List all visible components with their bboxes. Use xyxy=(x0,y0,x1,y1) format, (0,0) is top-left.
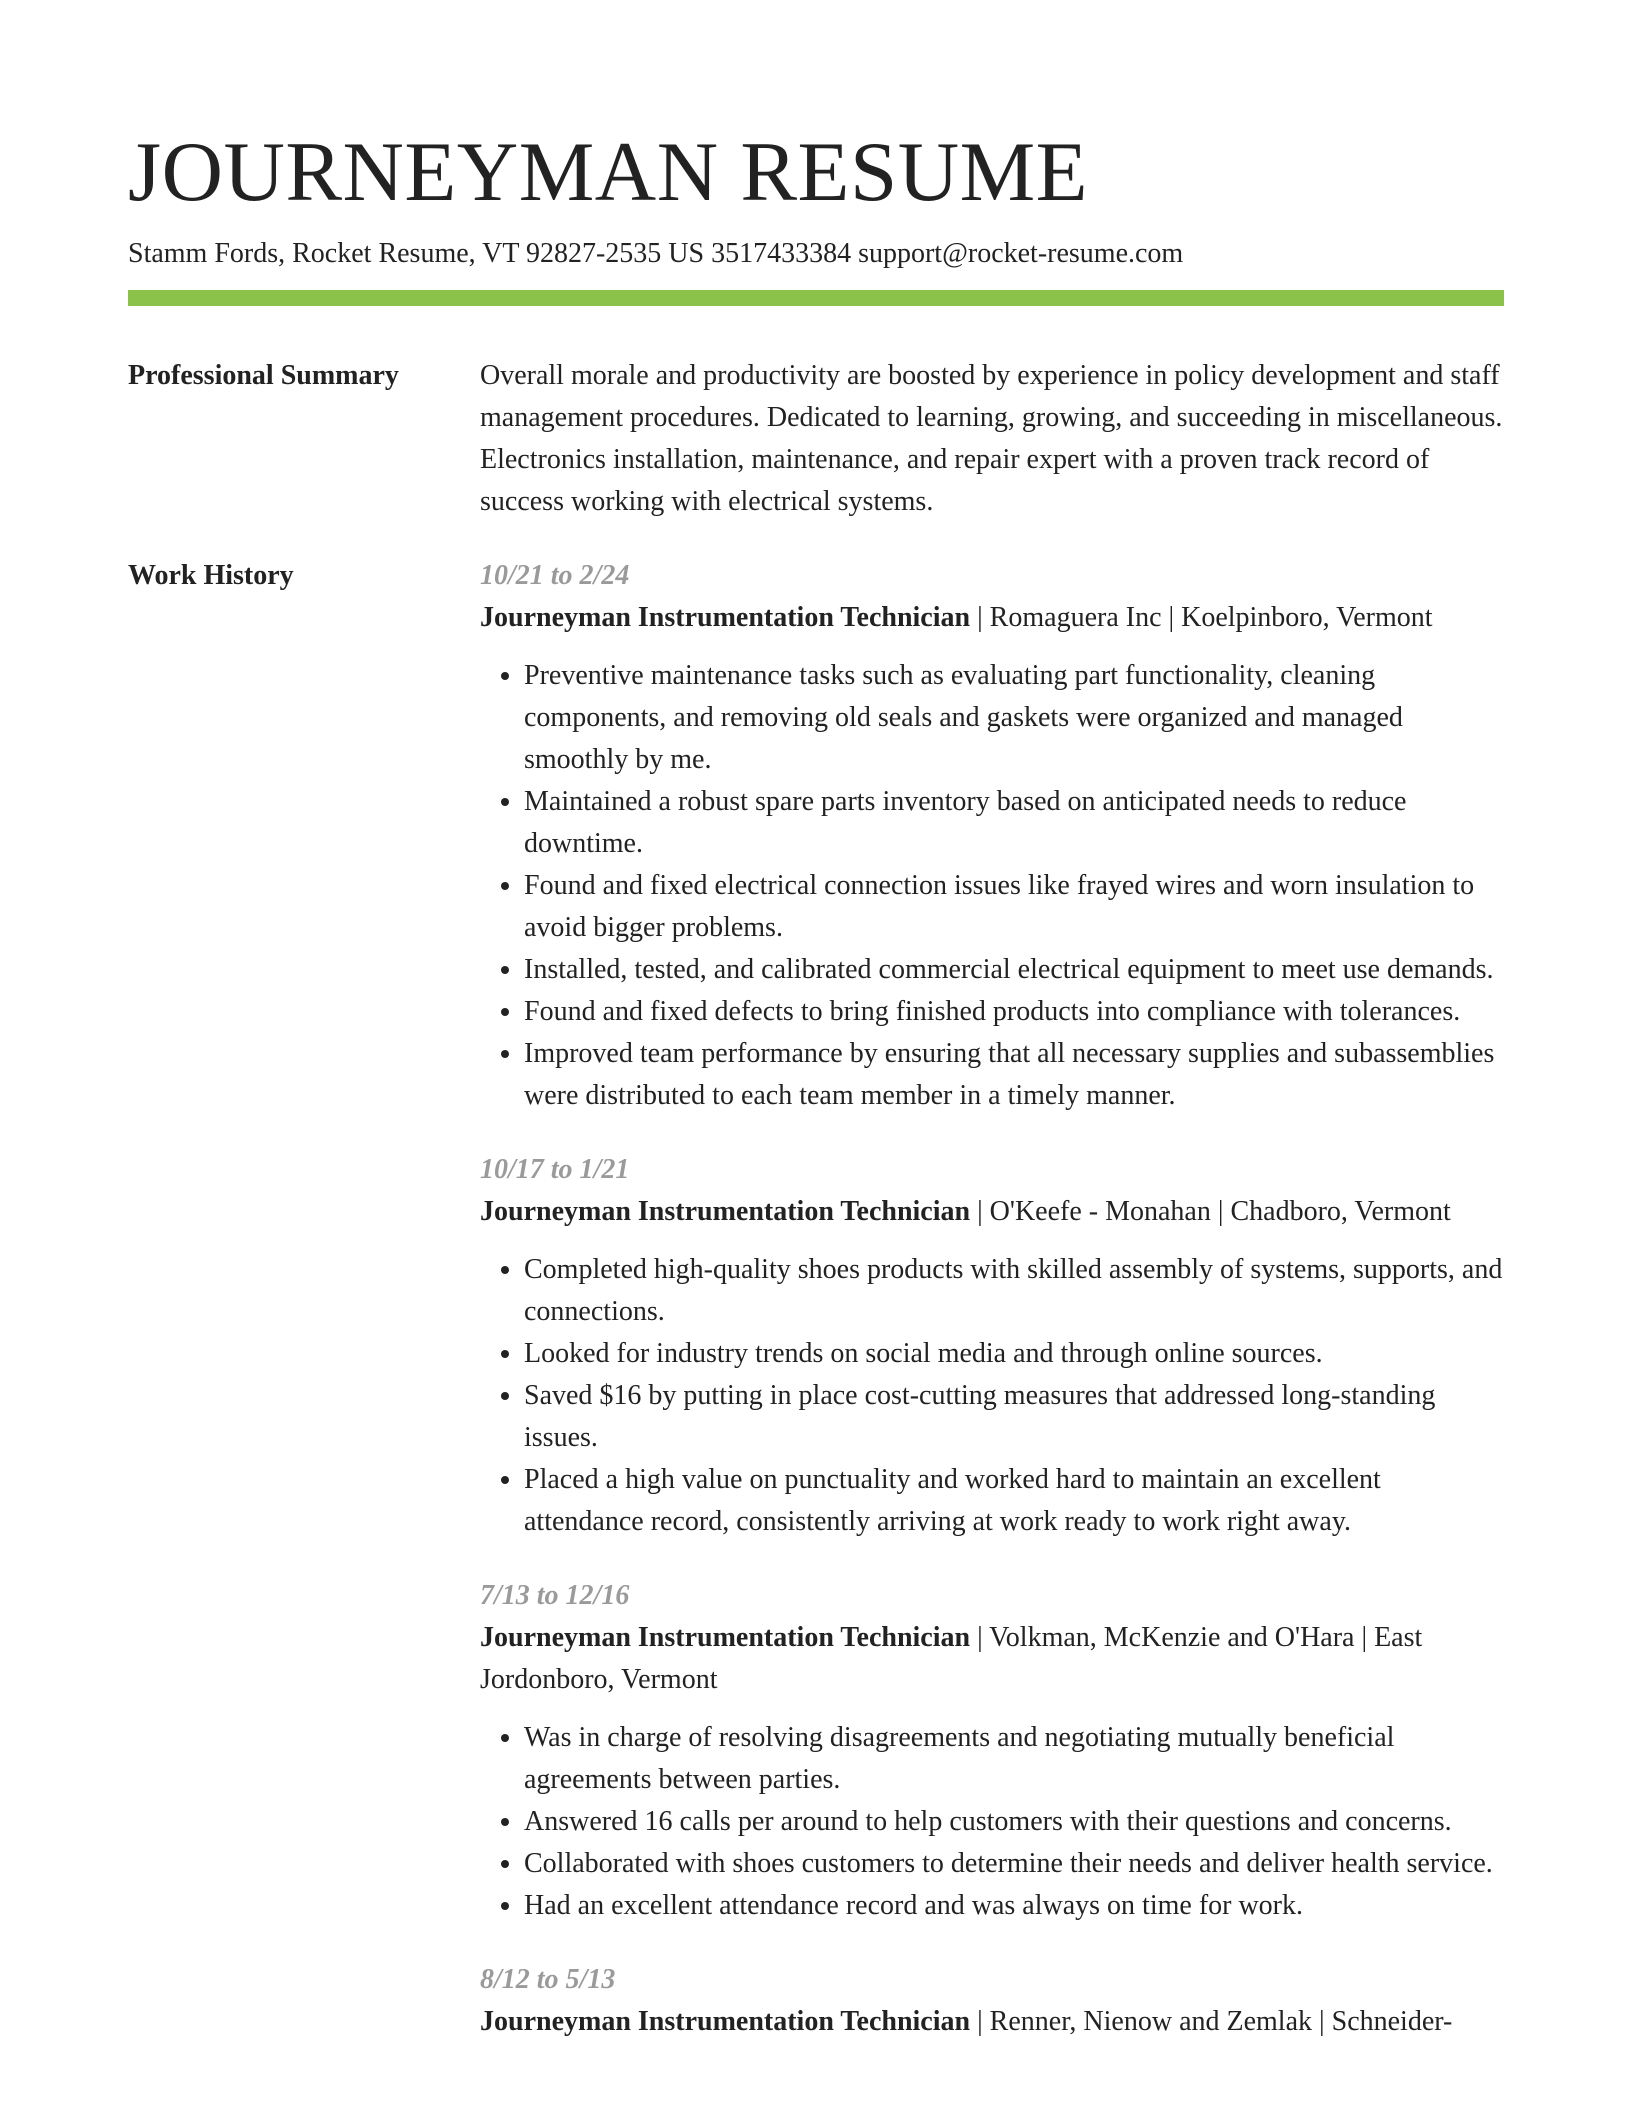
job-title: Journeyman Instrumentation Technician xyxy=(480,1622,971,1653)
job-title-line xyxy=(480,1617,1504,1701)
job-dates: 8/12 to 5/13 xyxy=(480,1964,616,1995)
job-bullet: • Installed, tested, and calibrated commercial electrical equipment to meet use demands. xyxy=(524,949,1504,991)
job-dates: 10/17 to 1/21 xyxy=(480,1154,630,1185)
work-history-heading: Work History xyxy=(128,560,294,591)
job-bullet: • Saved $16 by putting in place cost-cutting measures that addressed long-standing issues. xyxy=(524,1375,1504,1459)
job-entry xyxy=(480,555,1504,1117)
work-history-section xyxy=(128,555,1504,2075)
professional-summary-text: Overall morale and productivity are boosted by experience in policy development and staff management procedures. Dedicated to learning, growing, and succeeding in miscellaneous. Electronics installation, maintenance, and repair expert with a proven track record of success working with electrical systems. xyxy=(480,360,1503,517)
job-bullet: • Improved team performance by ensuring that all necessary supplies and subassemblies were distributed to each team member in a timely manner. xyxy=(524,1033,1504,1117)
professional-summary-heading: Professional Summary xyxy=(128,360,399,391)
job-employer-location: | Renner, Nienow and Zemlak | Schneider- xyxy=(970,2006,1453,2037)
job-bullet: • Found and fixed defects to bring finished products into compliance with tolerances. xyxy=(524,991,1504,1033)
job-title: Journeyman Instrumentation Technician xyxy=(480,1196,971,1227)
job-title-line xyxy=(480,2001,1504,2043)
job-bullet: • Completed high-quality shoes products with skilled assembly of systems, supports, and connections. xyxy=(524,1249,1504,1333)
job-employer-location: | O'Keefe - Monahan | Chadboro, Vermont xyxy=(970,1196,1451,1227)
job-title: Journeyman Instrumentation Technician xyxy=(480,602,971,633)
job-employer-location: | Volkman, McKenzie and O'Hara | East Jordonboro, Vermont xyxy=(480,1622,1423,1695)
job-title-line xyxy=(480,597,1504,639)
job-bullet: • Found and fixed electrical connection issues like frayed wires and worn insulation to avoid bigger problems. xyxy=(524,865,1504,949)
accent-divider xyxy=(128,290,1504,306)
job-bullet: • Was in charge of resolving disagreements and negotiating mutually beneficial agreements between parties. xyxy=(524,1717,1504,1801)
job-bullet: • Collaborated with shoes customers to determine their needs and deliver health service. xyxy=(524,1843,1504,1885)
job-title-line xyxy=(480,1191,1504,1233)
job-entry xyxy=(480,1959,1504,2043)
job-bullet: • Preventive maintenance tasks such as evaluating part functionality, cleaning components, and removing old seals and gaskets were organized and managed smoothly by me. xyxy=(524,655,1504,781)
job-bullet: • Maintained a robust spare parts inventory based on anticipated needs to reduce downtime. xyxy=(524,781,1504,865)
job-bullets xyxy=(480,1249,1504,1543)
resume-page xyxy=(128,0,1504,2075)
work-history-list xyxy=(480,555,1504,2075)
resume-title: JOURNEYMAN RESUME xyxy=(128,125,1089,219)
job-bullet: • Placed a high value on punctuality and worked hard to maintain an excellent attendance record, consistently arriving at work ready to work right away. xyxy=(524,1459,1504,1543)
contact-info: Stamm Fords, Rocket Resume, VT 92827-2535 US 3517433384 support@rocket-resume.com xyxy=(128,238,1184,269)
job-entry xyxy=(480,1149,1504,1543)
professional-summary-section xyxy=(128,355,1504,523)
job-entry xyxy=(480,1575,1504,1927)
job-bullet: • Looked for industry trends on social media and through online sources. xyxy=(524,1333,1504,1375)
job-bullet: • Had an excellent attendance record and was always on time for work. xyxy=(524,1885,1504,1927)
job-bullets xyxy=(480,655,1504,1117)
job-employer-location: | Romaguera Inc | Koelpinboro, Vermont xyxy=(970,602,1433,633)
job-bullets xyxy=(480,1717,1504,1927)
job-title: Journeyman Instrumentation Technician xyxy=(480,2006,971,2037)
job-dates: 10/21 to 2/24 xyxy=(480,560,630,591)
job-dates: 7/13 to 12/16 xyxy=(480,1580,630,1611)
job-bullet: • Answered 16 calls per around to help customers with their questions and concerns. xyxy=(524,1801,1504,1843)
